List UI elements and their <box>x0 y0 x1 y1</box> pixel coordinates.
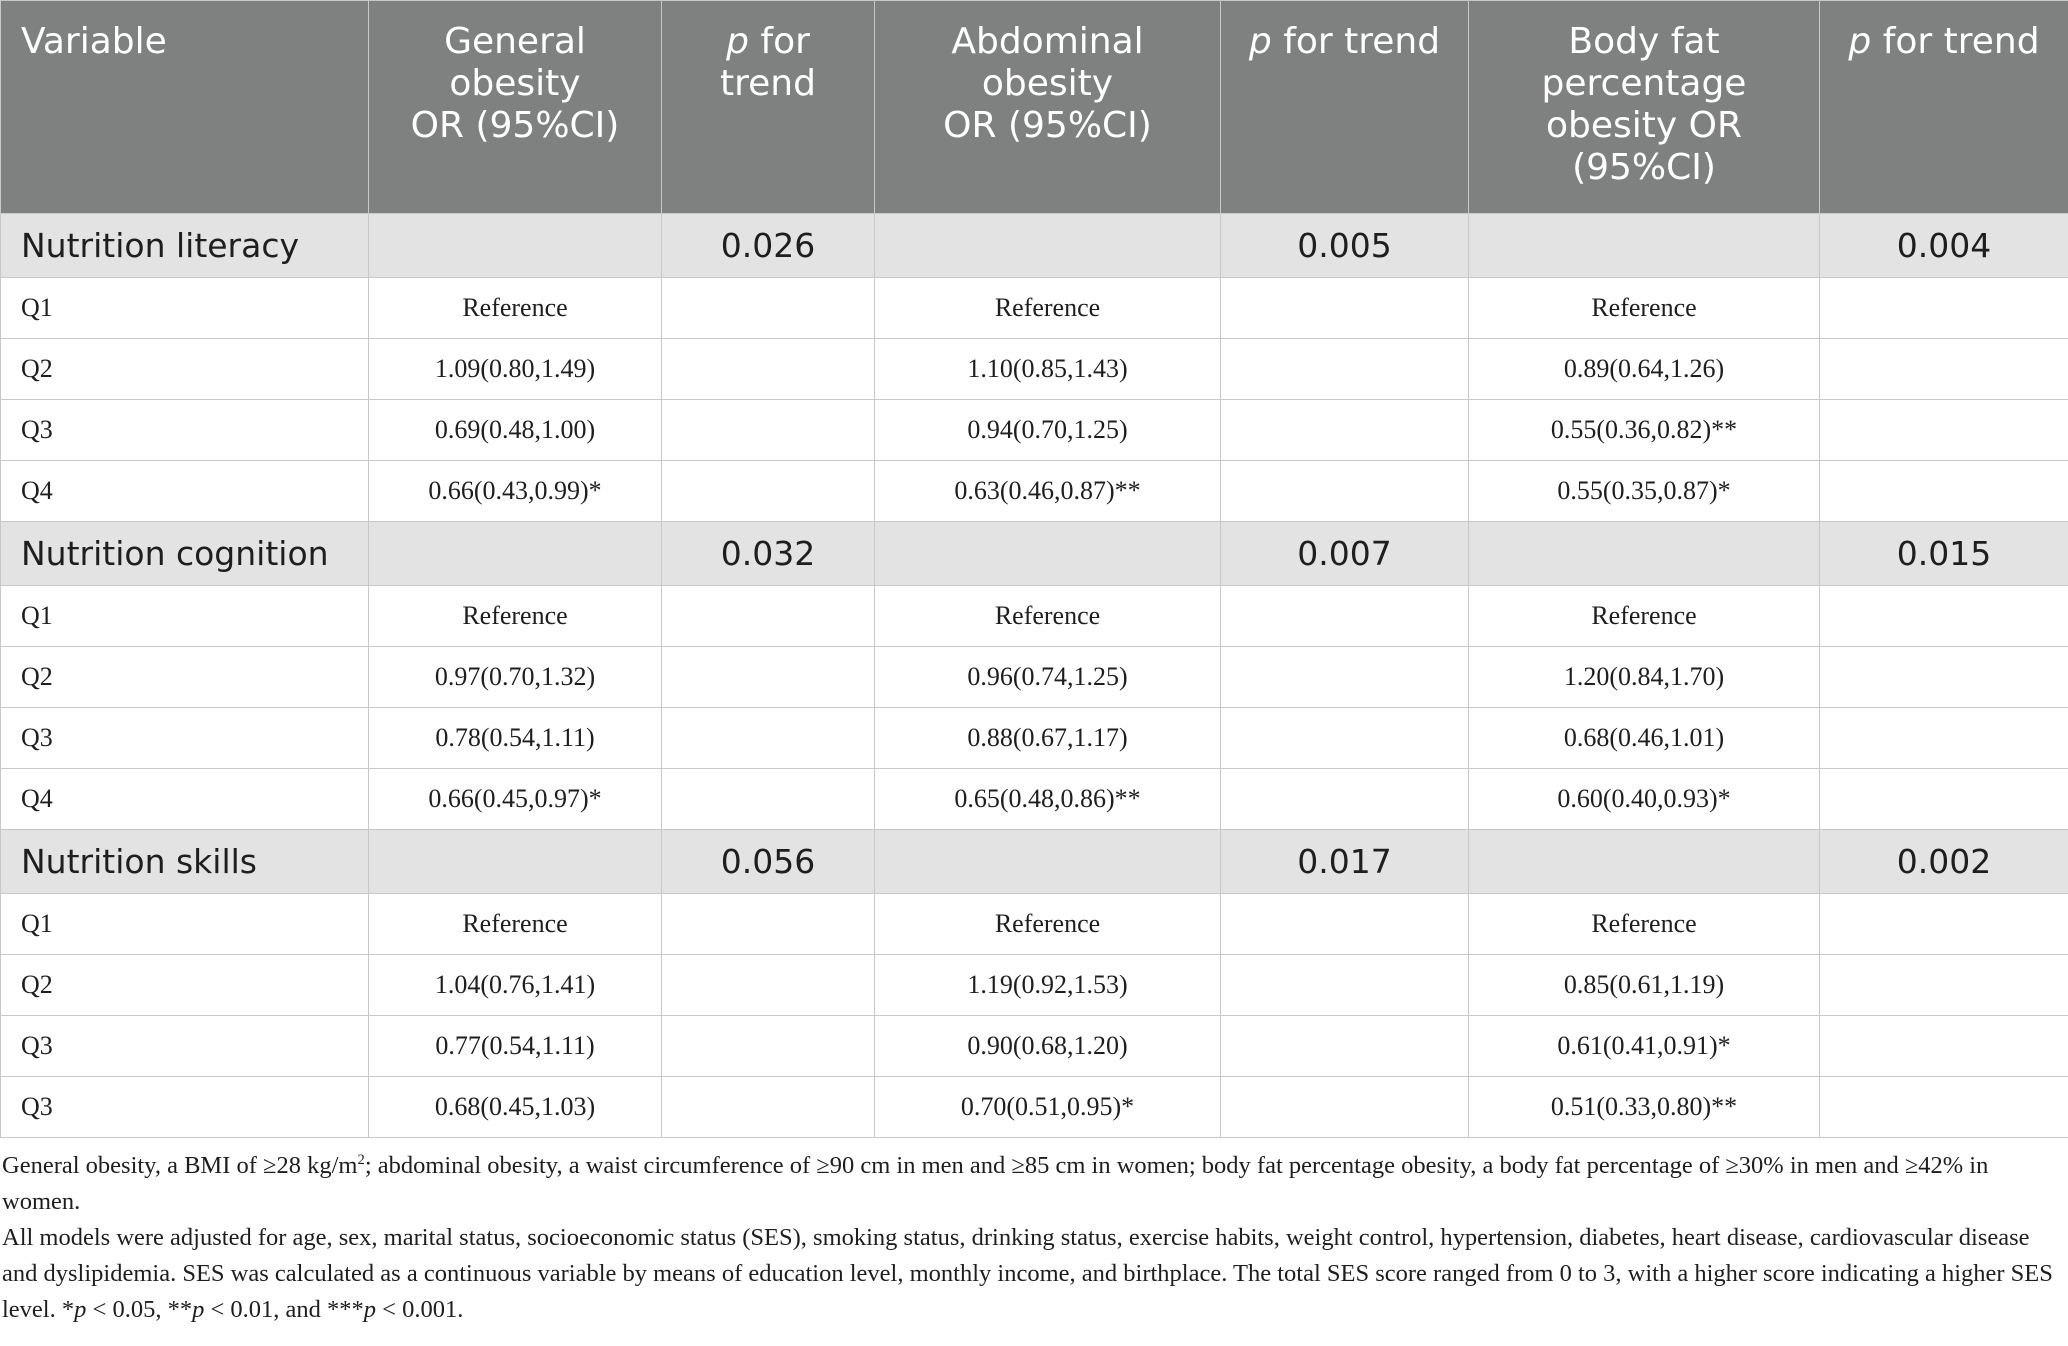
empty-cell <box>1820 769 2068 830</box>
quartile-label: Q4 <box>1 769 369 830</box>
empty-cell <box>875 522 1221 586</box>
empty-cell <box>1820 586 2068 647</box>
quartile-label: Q1 <box>1 278 369 339</box>
empty-cell <box>369 214 662 278</box>
empty-cell <box>1221 461 1469 522</box>
abdominal-or: 1.10(0.85,1.43) <box>875 339 1221 400</box>
header-variable: Variable <box>1 1 369 214</box>
empty-cell <box>662 1016 875 1077</box>
table-row <box>1 339 2068 400</box>
section-name: Nutrition cognition <box>1 522 369 586</box>
table-row <box>1 400 2068 461</box>
empty-cell <box>1820 339 2068 400</box>
empty-cell <box>1820 894 2068 955</box>
empty-cell <box>662 894 875 955</box>
empty-cell <box>1820 278 2068 339</box>
bodyfat-or: Reference <box>1469 894 1820 955</box>
empty-cell <box>662 647 875 708</box>
p-trend-bodyfat: 0.002 <box>1820 830 2068 894</box>
section-name: Nutrition literacy <box>1 214 369 278</box>
empty-cell <box>1221 769 1469 830</box>
abdominal-or: 0.96(0.74,1.25) <box>875 647 1221 708</box>
table-row <box>1 1016 2068 1077</box>
empty-cell <box>1469 214 1820 278</box>
quartile-label: Q3 <box>1 1077 369 1138</box>
general-or: 0.66(0.43,0.99)* <box>369 461 662 522</box>
quartile-label: Q3 <box>1 400 369 461</box>
section-row <box>1 830 2068 894</box>
p-trend-general: 0.056 <box>662 830 875 894</box>
empty-cell <box>1820 1077 2068 1138</box>
p-trend-abdominal: 0.017 <box>1221 830 1469 894</box>
empty-cell <box>1221 339 1469 400</box>
quartile-label: Q3 <box>1 1016 369 1077</box>
general-or: 0.66(0.45,0.97)* <box>369 769 662 830</box>
general-or: 0.77(0.54,1.11) <box>369 1016 662 1077</box>
empty-cell <box>1820 400 2068 461</box>
general-or: Reference <box>369 586 662 647</box>
section-row <box>1 214 2068 278</box>
quartile-label: Q1 <box>1 586 369 647</box>
general-or: 0.69(0.48,1.00) <box>369 400 662 461</box>
header-abdominal-obesity: Abdominal obesity OR (95%CI) <box>875 1 1221 214</box>
empty-cell <box>369 830 662 894</box>
abdominal-or: 1.19(0.92,1.53) <box>875 955 1221 1016</box>
header-general-obesity: General obesity OR (95%CI) <box>369 1 662 214</box>
empty-cell <box>1221 1016 1469 1077</box>
bodyfat-or: 0.51(0.33,0.80)** <box>1469 1077 1820 1138</box>
empty-cell <box>662 586 875 647</box>
quartile-label: Q1 <box>1 894 369 955</box>
quartile-label: Q2 <box>1 339 369 400</box>
table-row <box>1 708 2068 769</box>
bodyfat-or: 0.60(0.40,0.93)* <box>1469 769 1820 830</box>
quartile-label: Q4 <box>1 461 369 522</box>
footnotes <box>0 1138 2068 1328</box>
general-or: Reference <box>369 894 662 955</box>
bodyfat-or: 0.61(0.41,0.91)* <box>1469 1016 1820 1077</box>
table-row <box>1 1077 2068 1138</box>
abdominal-or: 0.63(0.46,0.87)** <box>875 461 1221 522</box>
abdominal-or: 0.94(0.70,1.25) <box>875 400 1221 461</box>
empty-cell <box>1221 647 1469 708</box>
empty-cell <box>1221 955 1469 1016</box>
empty-cell <box>1820 1016 2068 1077</box>
empty-cell <box>662 400 875 461</box>
empty-cell <box>875 214 1221 278</box>
bodyfat-or: 0.85(0.61,1.19) <box>1469 955 1820 1016</box>
p-trend-bodyfat: 0.015 <box>1820 522 2068 586</box>
empty-cell <box>662 339 875 400</box>
empty-cell <box>1221 708 1469 769</box>
bodyfat-or: 0.55(0.36,0.82)** <box>1469 400 1820 461</box>
table-row <box>1 955 2068 1016</box>
table-row <box>1 769 2068 830</box>
abdominal-or: 0.88(0.67,1.17) <box>875 708 1221 769</box>
empty-cell <box>1820 708 2068 769</box>
empty-cell <box>1221 894 1469 955</box>
p-trend-abdominal: 0.005 <box>1221 214 1469 278</box>
table-row <box>1 461 2068 522</box>
general-or: 0.68(0.45,1.03) <box>369 1077 662 1138</box>
table-row <box>1 586 2068 647</box>
footnote-adjustments: All models were adjusted for age, sex, marital status, socioeconomic status (SES), smoking status, drinking status, exercise habits, weight control, hypertension, diabetes, heart disease, cardiovascular disease and dyslipidemia. SES was calculated as a continuous variable by means of education level, monthly income, and birthplace. The total SES score ranged from 0 to 3, with a higher score indicating a higher SES level. *p < 0.05, **p < 0.01, and ***p < 0.001. <box>2 1224 2053 1323</box>
empty-cell <box>662 769 875 830</box>
bodyfat-or: 0.89(0.64,1.26) <box>1469 339 1820 400</box>
bodyfat-or: Reference <box>1469 586 1820 647</box>
abdominal-or: 0.65(0.48,0.86)** <box>875 769 1221 830</box>
empty-cell <box>1221 278 1469 339</box>
empty-cell <box>1469 522 1820 586</box>
empty-cell <box>1221 400 1469 461</box>
quartile-label: Q3 <box>1 708 369 769</box>
bodyfat-or: 0.68(0.46,1.01) <box>1469 708 1820 769</box>
section-row <box>1 522 2068 586</box>
empty-cell <box>1820 955 2068 1016</box>
table-row <box>1 278 2068 339</box>
general-or: 1.09(0.80,1.49) <box>369 339 662 400</box>
quartile-label: Q2 <box>1 647 369 708</box>
table-row <box>1 647 2068 708</box>
empty-cell <box>1221 586 1469 647</box>
general-or: Reference <box>369 278 662 339</box>
empty-cell <box>662 461 875 522</box>
p-trend-bodyfat: 0.004 <box>1820 214 2068 278</box>
table-row <box>1 894 2068 955</box>
empty-cell <box>1221 1077 1469 1138</box>
bodyfat-or: 1.20(0.84,1.70) <box>1469 647 1820 708</box>
empty-cell <box>1820 647 2068 708</box>
empty-cell <box>875 830 1221 894</box>
bodyfat-or: 0.55(0.35,0.87)* <box>1469 461 1820 522</box>
abdominal-or: 0.90(0.68,1.20) <box>875 1016 1221 1077</box>
abdominal-or: Reference <box>875 894 1221 955</box>
header-bodyfat-obesity: Body fat percentage obesity OR (95%CI) <box>1469 1 1820 214</box>
footnote-definitions: General obesity, a BMI of ≥28 $kg/m^2$; abdominal obesity, a waist circumference of ≥90 cm in men and ≥85 cm in women; body fat percentage obesity, a body fat percentage of ≥30% in men and ≥42% in women. <box>2 1151 1989 1215</box>
general-or: 1.04(0.76,1.41) <box>369 955 662 1016</box>
p-trend-abdominal: 0.007 <box>1221 522 1469 586</box>
abdominal-or: Reference <box>875 586 1221 647</box>
general-or: 0.78(0.54,1.11) <box>369 708 662 769</box>
empty-cell <box>662 1077 875 1138</box>
p-trend-general: 0.026 <box>662 214 875 278</box>
empty-cell <box>369 522 662 586</box>
abdominal-or: 0.70(0.51,0.95)* <box>875 1077 1221 1138</box>
section-name: Nutrition skills <box>1 830 369 894</box>
header-p-trend-bodyfat: p for trend <box>1820 1 2068 214</box>
header-p-trend-general: p for trend <box>662 1 875 214</box>
header-row <box>1 1 2068 214</box>
header-p-trend-abdominal: p for trend <box>1221 1 1469 214</box>
empty-cell <box>662 278 875 339</box>
empty-cell <box>662 708 875 769</box>
empty-cell <box>662 955 875 1016</box>
empty-cell <box>1469 830 1820 894</box>
abdominal-or: Reference <box>875 278 1221 339</box>
p-trend-general: 0.032 <box>662 522 875 586</box>
empty-cell <box>1820 461 2068 522</box>
bodyfat-or: Reference <box>1469 278 1820 339</box>
general-or: 0.97(0.70,1.32) <box>369 647 662 708</box>
quartile-label: Q2 <box>1 955 369 1016</box>
